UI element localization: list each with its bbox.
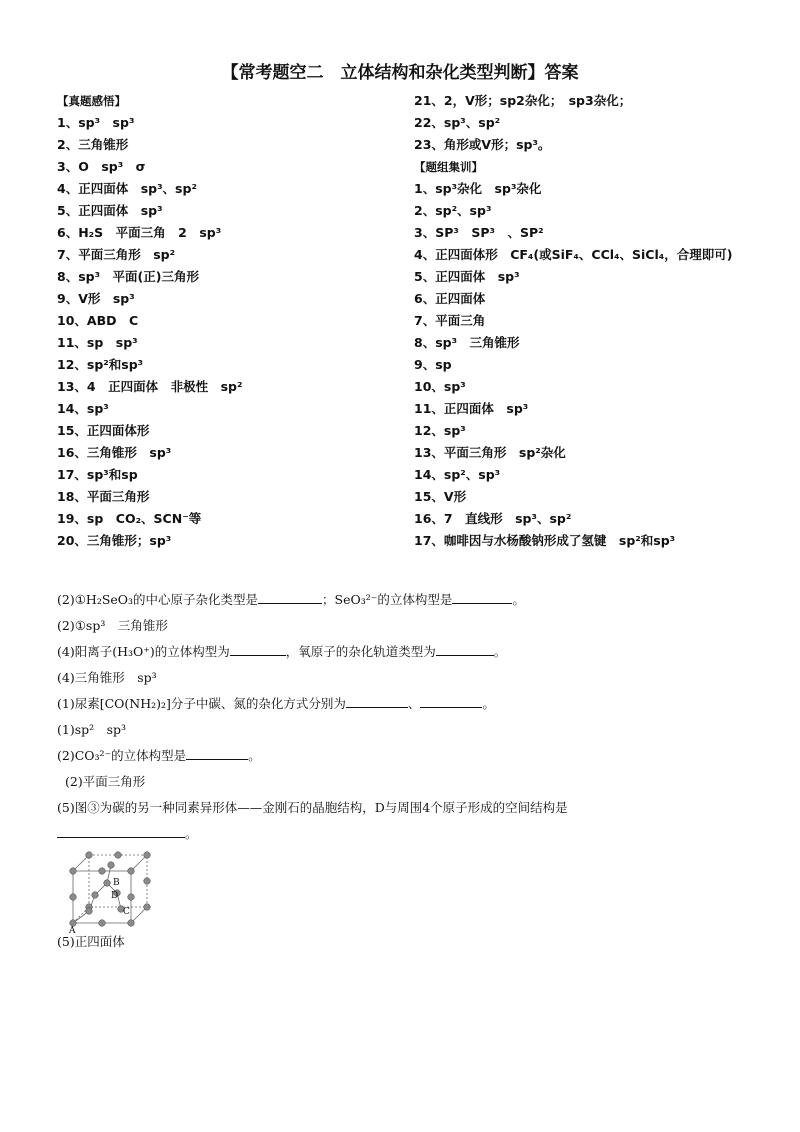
answer-item: 11、sp sp³ — [57, 335, 138, 350]
fig-label: A — [69, 926, 76, 933]
answer-line: (4)三角锥形 sp³ — [57, 670, 157, 685]
question-line: (4)阳离子(H₃O⁺)的立体构型为 ，氧原子的杂化轨道类型为 。 — [57, 639, 757, 665]
right-top-answer-list — [414, 90, 754, 156]
answer-blank — [258, 589, 322, 604]
answer-blank — [57, 823, 185, 838]
question-line: (2)CO₃²⁻的立体构型是 。 — [57, 743, 757, 769]
fig-label: D — [111, 891, 119, 901]
left-answer-list — [57, 112, 397, 552]
answer-item: 12、sp²和sp³ — [57, 357, 144, 372]
answer-line: (5)正四面体 — [57, 934, 125, 949]
answer-item: 13、平面三角形 sp²杂化 — [414, 445, 566, 460]
answer-item: 1、sp³ sp³ — [57, 115, 135, 130]
answer-blank — [436, 641, 494, 656]
right-answer-list — [414, 178, 754, 552]
answer-item: 9、sp — [414, 357, 452, 372]
answer-blank — [346, 693, 408, 708]
bottom-questions — [57, 587, 757, 953]
answer-item: 10、ABD C — [57, 313, 139, 328]
answer-item: 20、三角锥形；sp³ — [57, 533, 172, 548]
answer-blank — [420, 693, 482, 708]
answer-blank — [230, 641, 286, 656]
answer-item: 4、正四面体 sp³、sp² — [57, 181, 197, 196]
answer-item: 8、sp³ 平面(正)三角形 — [57, 269, 199, 284]
answer-item: 5、正四面体 sp³ — [414, 269, 520, 284]
answer-item: 15、正四面体形 — [57, 423, 150, 438]
answer-item: 21、2，V形；sp2杂化； sp3杂化； — [414, 93, 632, 108]
question-line: (2)①H₂SeO₃的中心原子杂化类型是 ；SeO₃²⁻的立体构型是 。 — [57, 587, 757, 613]
left-answer-column — [57, 90, 397, 552]
answer-item: 22、sp³、sp² — [414, 115, 501, 130]
answer-item: 16、三角锥形 sp³ — [57, 445, 172, 460]
section-heading-tizu: 【题组集训】 — [414, 160, 483, 174]
answer-blank — [186, 745, 248, 760]
answer-item: 13、4 正四面体 非极性 sp² — [57, 379, 243, 394]
page-title: 【常考题空二 立体结构和杂化类型判断】答案 — [221, 63, 579, 83]
answer-item: 5、正四面体 sp³ — [57, 203, 163, 218]
question-line: (1)尿素[CO(NH₂)₂]分子中碳、氮的杂化方式分别为 、 。 — [57, 691, 757, 717]
answer-item: 17、咖啡因与水杨酸钠形成了氢键 sp²和sp³ — [414, 533, 676, 548]
answer-item: 23、角形或V形；sp³。 — [414, 137, 551, 152]
answer-line: (1)sp² sp³ — [57, 722, 127, 737]
answer-item: 4、正四面体形 CF₄(或SiF₄、CCl₄、SiCl₄，合理即可) — [414, 247, 733, 262]
answer-line: (2)平面三角形 — [65, 774, 146, 789]
answer-item: 11、正四面体 sp³ — [414, 401, 529, 416]
answer-item: 14、sp³ — [57, 401, 109, 416]
answer-item: 14、sp²、sp³ — [414, 467, 501, 482]
answer-item: 9、V形 sp³ — [57, 291, 135, 306]
answer-item: 7、平面三角 — [414, 313, 486, 328]
answer-blank — [452, 589, 512, 604]
answer-item: 6、H₂S 平面三角 2 sp³ — [57, 225, 222, 240]
answer-item: 7、平面三角形 sp² — [57, 247, 176, 262]
fig-label: C — [123, 907, 130, 917]
right-answer-column — [414, 90, 754, 552]
answer-item: 8、sp³ 三角锥形 — [414, 335, 520, 350]
section-heading-zhenti: 【真题感悟】 — [57, 94, 126, 108]
answer-item: 12、sp³ — [414, 423, 466, 438]
answer-item: 2、三角锥形 — [57, 137, 129, 152]
question-line: (5)图③为碳的另一种同素异形体——金刚石的晶胞结构，D与周围4个原子形成的空间结构是 — [57, 800, 568, 815]
answer-item: 10、sp³ — [414, 379, 466, 394]
answer-item: 17、sp³和sp — [57, 467, 138, 482]
answer-item: 15、V形 — [414, 489, 467, 504]
answer-item: 2、sp²、sp³ — [414, 203, 492, 218]
answer-line: (2)①sp³ 三角锥形 — [57, 618, 168, 633]
answer-item: 3、SP³ SP³ 、SP² — [414, 225, 544, 240]
question-line-cont: 。 — [57, 821, 757, 847]
answer-item: 19、sp CO₂、SCN⁻等 — [57, 511, 202, 526]
diamond-cell-diagram — [67, 851, 157, 933]
diamond-unit-cell-figure — [67, 851, 157, 931]
fig-label: B — [113, 878, 120, 888]
answer-item: 18、平面三角形 — [57, 489, 150, 504]
answer-item: 6、正四面体 — [414, 291, 486, 306]
answer-item: 1、sp³杂化 sp³杂化 — [414, 181, 542, 196]
answer-item: 3、O sp³ σ — [57, 159, 146, 174]
answer-item: 16、7 直线形 sp³、sp² — [414, 511, 572, 526]
